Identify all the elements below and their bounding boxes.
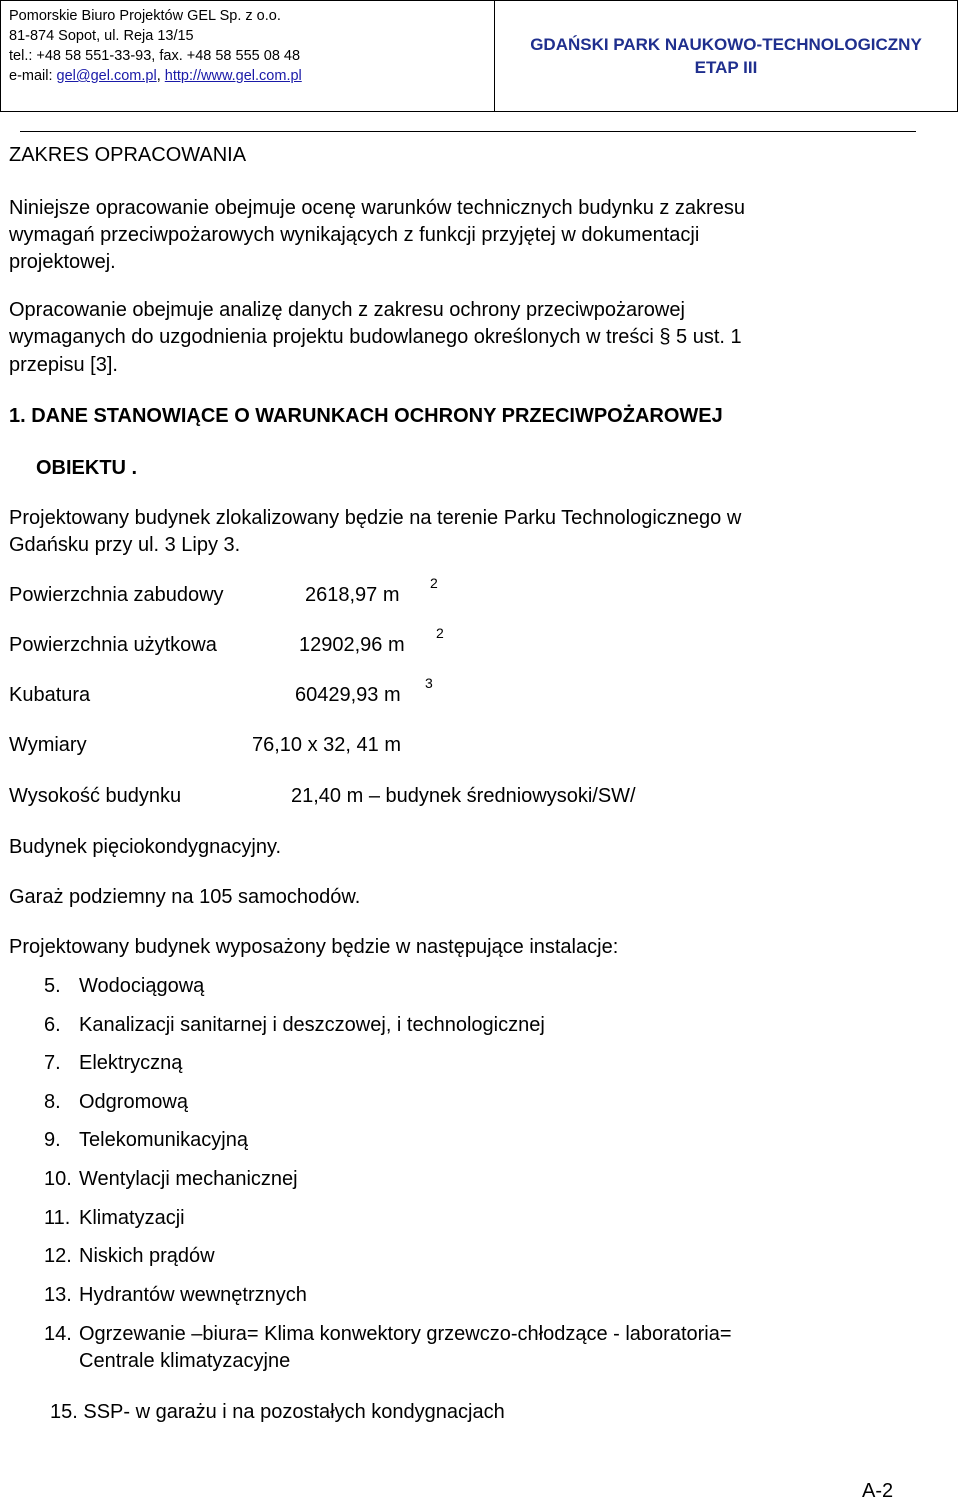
- list-item: [44, 1126, 248, 1154]
- header-rule: [20, 131, 916, 132]
- list-item-number: 9.: [44, 1129, 61, 1151]
- list-item: [44, 1281, 307, 1309]
- list-item-text: Telekomunikacyjną: [79, 1129, 248, 1151]
- height-label: Wysokość budynku: [9, 785, 182, 807]
- usable-area-label: Powierzchnia użytkowa: [9, 634, 217, 656]
- contact-separator: ,: [156, 68, 165, 84]
- usable-area-exponent: 2: [436, 625, 444, 641]
- project-title: GDAŃSKI PARK NAUKOWO-TECHNOLOGICZNY: [530, 35, 922, 54]
- list-item-number: 5.: [44, 975, 61, 997]
- project-title-block: [495, 1, 957, 111]
- paragraph1-line3: projektowej.: [9, 251, 116, 273]
- list-item: [44, 1049, 182, 1077]
- list-item-text: Ogrzewanie –biura= Klima konwektory grzewczo-chłodzące - laboratoria=: [79, 1323, 732, 1345]
- list-item-text: Hydrantów wewnętrznych: [79, 1284, 307, 1306]
- list-item-number: 11.: [44, 1207, 71, 1229]
- garage-text: Garaż podziemny na 105 samochodów.: [9, 886, 361, 908]
- list-item-text: Kanalizacji sanitarnej i deszczowej, i technologicznej: [79, 1014, 545, 1036]
- list-item-text: Elektryczną: [79, 1052, 183, 1074]
- list-item: [44, 972, 204, 1000]
- list-item-continuation: Centrale klimatyzacyjne: [79, 1350, 291, 1372]
- built-area-value: 2618,97 m: [305, 584, 400, 606]
- company-address: 81-874 Sopot, ul. Reja 13/15: [9, 28, 194, 44]
- project-stage: ETAP III: [694, 58, 758, 77]
- paragraph2-line2: wymaganych do uzgodnienia projektu budowlanego określonych w treści § 5 ust. 1: [9, 326, 742, 348]
- dimensions-value: 76,10 x 32, 41 m: [252, 734, 401, 756]
- page-number: A-2: [862, 1480, 894, 1502]
- list-item-number: 13.: [44, 1284, 72, 1306]
- email-link[interactable]: gel@gel.com.pl: [56, 68, 157, 84]
- list-item: [44, 1204, 185, 1232]
- paragraph2-line3: przepisu [3].: [9, 354, 118, 376]
- company-contact: [9, 66, 494, 86]
- list-item: [44, 1011, 545, 1039]
- list-item: [44, 1088, 188, 1116]
- built-area-label: Powierzchnia zabudowy: [9, 584, 224, 606]
- list-item-number: 10.: [44, 1168, 72, 1190]
- list-item: [44, 1242, 215, 1270]
- list-item-number: 7.: [44, 1052, 61, 1074]
- heading-section-1: 1. DANE STANOWIĄCE O WARUNKACH OCHRONY PRZECIWPOŻAROWEJ: [9, 405, 723, 427]
- paragraph2-line1: Opracowanie obejmuje analizę danych z zakresu ochrony przeciwpożarowej: [9, 299, 685, 321]
- usable-area-value: 12902,96 m: [299, 634, 405, 656]
- company-info: [1, 1, 495, 111]
- list-item-text: Odgromową: [79, 1091, 188, 1113]
- volume-exponent: 3: [425, 675, 433, 691]
- last-list-item: 15. SSP- w garażu i na pozostałych kondygnacjach: [50, 1401, 505, 1423]
- heading-section-1-cont: OBIEKTU .: [36, 457, 138, 479]
- volume-label: Kubatura: [9, 684, 91, 706]
- document-header: [0, 0, 958, 112]
- dimensions-label: Wymiary: [9, 734, 87, 756]
- paragraph1-line1: Niniejsze opracowanie obejmuje ocenę warunków technicznych budynku z zakresu: [9, 197, 745, 219]
- company-phones: tel.: +48 58 551-33-93, fax. +48 58 555 08 48: [9, 48, 301, 64]
- volume-value: 60429,93 m: [295, 684, 401, 706]
- location-line1: Projektowany budynek zlokalizowany będzie na terenie Parku Technologicznego w: [9, 507, 742, 529]
- list-item-number: 12.: [44, 1245, 72, 1267]
- list-item-text: Niskich prądów: [79, 1245, 215, 1267]
- installations-intro: Projektowany budynek wyposażony będzie w następujące instalacje:: [9, 936, 619, 958]
- height-value: 21,40 m – budynek średniowysoki/SW/: [291, 785, 636, 807]
- company-name: Pomorskie Biuro Projektów GEL Sp. z o.o.: [9, 8, 281, 24]
- section-title: ZAKRES OPRACOWANIA: [9, 144, 247, 166]
- list-item-number: 8.: [44, 1091, 61, 1113]
- location-line2: Gdańsku przy ul. 3 Lipy 3.: [9, 534, 241, 556]
- list-item-text: Wentylacji mechanicznej: [79, 1168, 298, 1190]
- paragraph1-line2: wymagań przeciwpożarowych wynikających z funkcji przyjętej w dokumentacji: [9, 224, 700, 246]
- list-item-text: Wodociągową: [79, 975, 205, 997]
- built-area-exponent: 2: [430, 575, 438, 591]
- list-item-number: 14.: [44, 1323, 72, 1345]
- storeys-text: Budynek pięciokondygnacyjny.: [9, 836, 282, 858]
- list-item-text: Klimatyzacji: [79, 1207, 185, 1229]
- list-item: [44, 1320, 732, 1348]
- list-item: [44, 1165, 298, 1193]
- email-prefix: e-mail:: [9, 68, 57, 84]
- list-item-number: 6.: [44, 1014, 61, 1036]
- website-link[interactable]: http://www.gel.com.pl: [164, 68, 302, 84]
